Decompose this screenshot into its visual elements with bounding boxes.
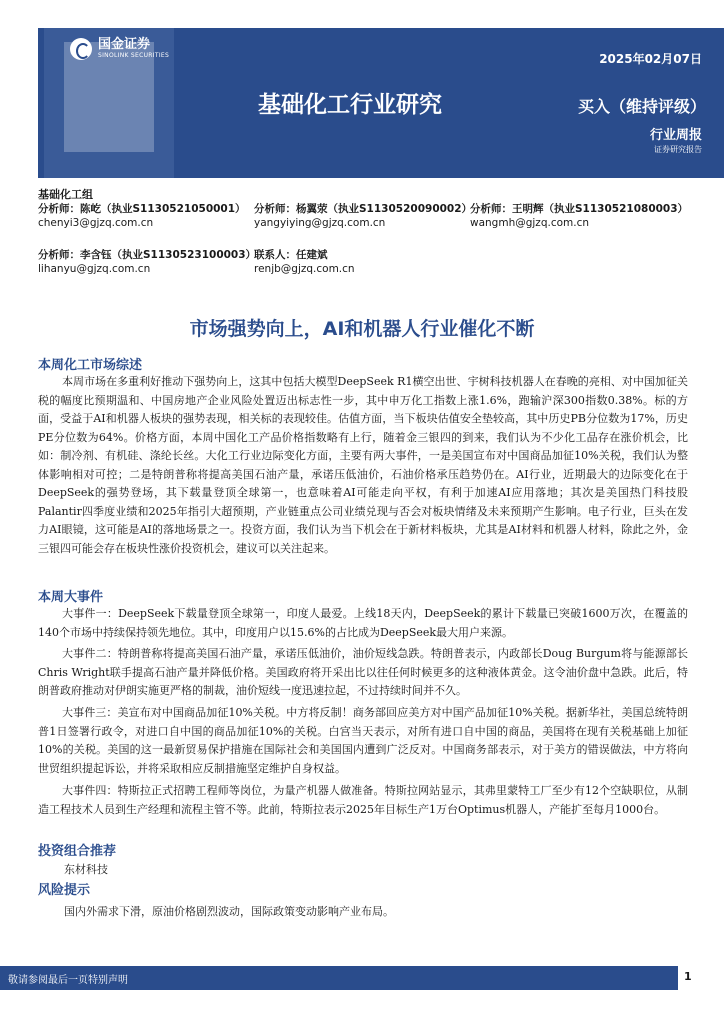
report-type: 行业周报 <box>649 128 702 143</box>
report-subtype: 证券研究报告 <box>654 145 702 154</box>
report-date: 2025年02月07日 <box>599 52 702 66</box>
report-header <box>0 0 724 178</box>
report-title: 基础化工行业研究 <box>258 92 442 118</box>
team-name: 基础化工组 <box>38 188 93 201</box>
rating: 买入（维持评级） <box>577 97 706 116</box>
event-paragraph: 大事件三：美宣布对中国商品加征10%关税。中方将反制！商务部回应美方对中国产品加征10%关税。据新华社，美国总统特朗普1日签署行政令，对进口自中国的商品加征10%的关税。白宫当天表示，对所有进口自中国的商品，美国将在现有关税基础上加征10%的关税。美国的这一最新贸易保护措施在国际社会和美国国内遭到广泛反对。中国商务部表示，对于美方的错误做法，中方将向世贸组织提起诉讼，并将采取相应反制措施坚定维护自身权益。 <box>38 706 688 775</box>
logo-mark-icon <box>70 38 92 60</box>
logo-cn: 国金证券 <box>98 37 151 52</box>
analyst-role: 分析师：李含钰（执业S1130523100003） <box>38 249 257 261</box>
page-number: 1 <box>684 970 692 983</box>
analyst-email[interactable]: wangmh@gjzq.com.cn <box>470 217 590 229</box>
risk-text: 国内外需求下滑，原油价格剧烈波动，国际政策变动影响产业布局。 <box>64 905 394 918</box>
company-logo <box>70 38 169 60</box>
section-title-risk: 风险提示 <box>38 883 91 898</box>
analyst-email[interactable]: yangyiying@gjzq.com.cn <box>254 217 386 229</box>
logo-en: SINOLINK SECURITIES <box>98 52 170 59</box>
summary-paragraph: 本周市场在多重利好推动下强势向上，这其中包括大模型DeepSeek R1横空出世、宇树科技机器人在春晚的亮相、对中国加征关税的幅度比预期温和、中国房地产企业风险处置迈出标志性一步，其中申万化工指数上涨1.6%，跑输沪深300指数0.38%。标的方面，受益于AI和机器人板块的强势表现，相关标的表现较佳。估值方面，当下板块估值安全垫较高，其中历史PB分位数为17%，历史PE分位数为64%。价格方面，本周中国化工产品价格指数略有上行，随着金三银四的到来，我们认为不少化工品存在涨价机会，比如：制冷剂、有机硅、涤纶长丝。大化工行业边际变化方面，主要有两大事件，一是美国宣布对中国商品加征10%关税，我们认为整体影响相对可控；二是特朗普称将提高美国石油产量，承诺压低油价，石油价格承压趋势仍在。AI行业，近期最大的边际变化在于DeepSeek的强势登场，其下载量登顶全球第一，也意味着AI可能走向平权，有利于加速AI应用落地；其次是美国热门科技股Palantir四季度业绩和2025年指引大超预期，产业链重点公司业绩兑现与否会对板块情绪及未来预期产生影响。电子行业，巨头在发力AI眼镜，这可能是AI的落地场景之一。投资方面，我们认为当下机会在于新材料板块，尤其是AI材料和机器人材料，除此之外，金三银四可能会存在板块性涨价投资机会，建议可以关注起来。 <box>38 375 688 555</box>
analyst-block <box>470 202 688 230</box>
contact-role: 联系人：任建斌 <box>254 249 328 261</box>
headline: 市场强势向上，AI和机器人行业催化不断 <box>189 318 535 340</box>
analyst-block <box>38 202 246 230</box>
analyst-block <box>38 248 256 276</box>
analyst-email[interactable]: chenyi3@gjzq.com.cn <box>38 217 154 229</box>
portfolio-text: 东材科技 <box>64 863 108 876</box>
section-title-portfolio: 投资组合推荐 <box>38 844 117 859</box>
analyst-block <box>254 202 472 230</box>
event-paragraph: 大事件四：特斯拉正式招聘工程师等岗位，为量产机器人做准备。特斯拉网站显示，其弗里蒙特工厂至少有12个空缺职位，从制造工程技术人员到生产经理和流程主管不等。此前，特斯拉表示2025年目标生产1万台Optimus机器人，产能扩至每月1000台。 <box>38 784 688 816</box>
event-paragraph: 大事件二：特朗普称将提高美国石油产量，承诺压低油价，油价短线急跌。特朗普表示，内政部长Doug Burgum将与能源部长Chris Wright联手提高石油产量并降低价格。美国政府将开采出比以往任何时候更多的这种液体黄金。这令油价盘中急跌。此后，特朗普政府推动对伊朗实施更严格的制裁，油价短线一度迅速拉起，不过持续时间并不久。 <box>38 647 688 697</box>
analyst-role: 分析师：杨翼荥（执业S1130520090002） <box>254 203 473 215</box>
contact-block <box>254 248 355 276</box>
analyst-role: 分析师：王明辉（执业S1130521080003） <box>470 203 689 215</box>
analyst-email[interactable]: lihanyu@gjzq.com.cn <box>38 263 151 275</box>
section-title-summary: 本周化工市场综述 <box>38 358 143 373</box>
section-title-events: 本周大事件 <box>38 590 104 605</box>
footer-disclaimer: 敬请参阅最后一页特别声明 <box>8 975 128 986</box>
event-paragraph: 大事件一：DeepSeek下载量登顶全球第一，印度人最爱。上线18天内，DeepSeek的累计下载量已突破1600万次，在覆盖的140个市场中持续保持领先地位。其中，印度用户以15.6%的占比成为DeepSeek最大用户来源。 <box>38 607 688 639</box>
contact-email[interactable]: renjb@gjzq.com.cn <box>254 263 355 275</box>
analyst-role: 分析师：陈屹（执业S1130521050001） <box>38 203 246 215</box>
